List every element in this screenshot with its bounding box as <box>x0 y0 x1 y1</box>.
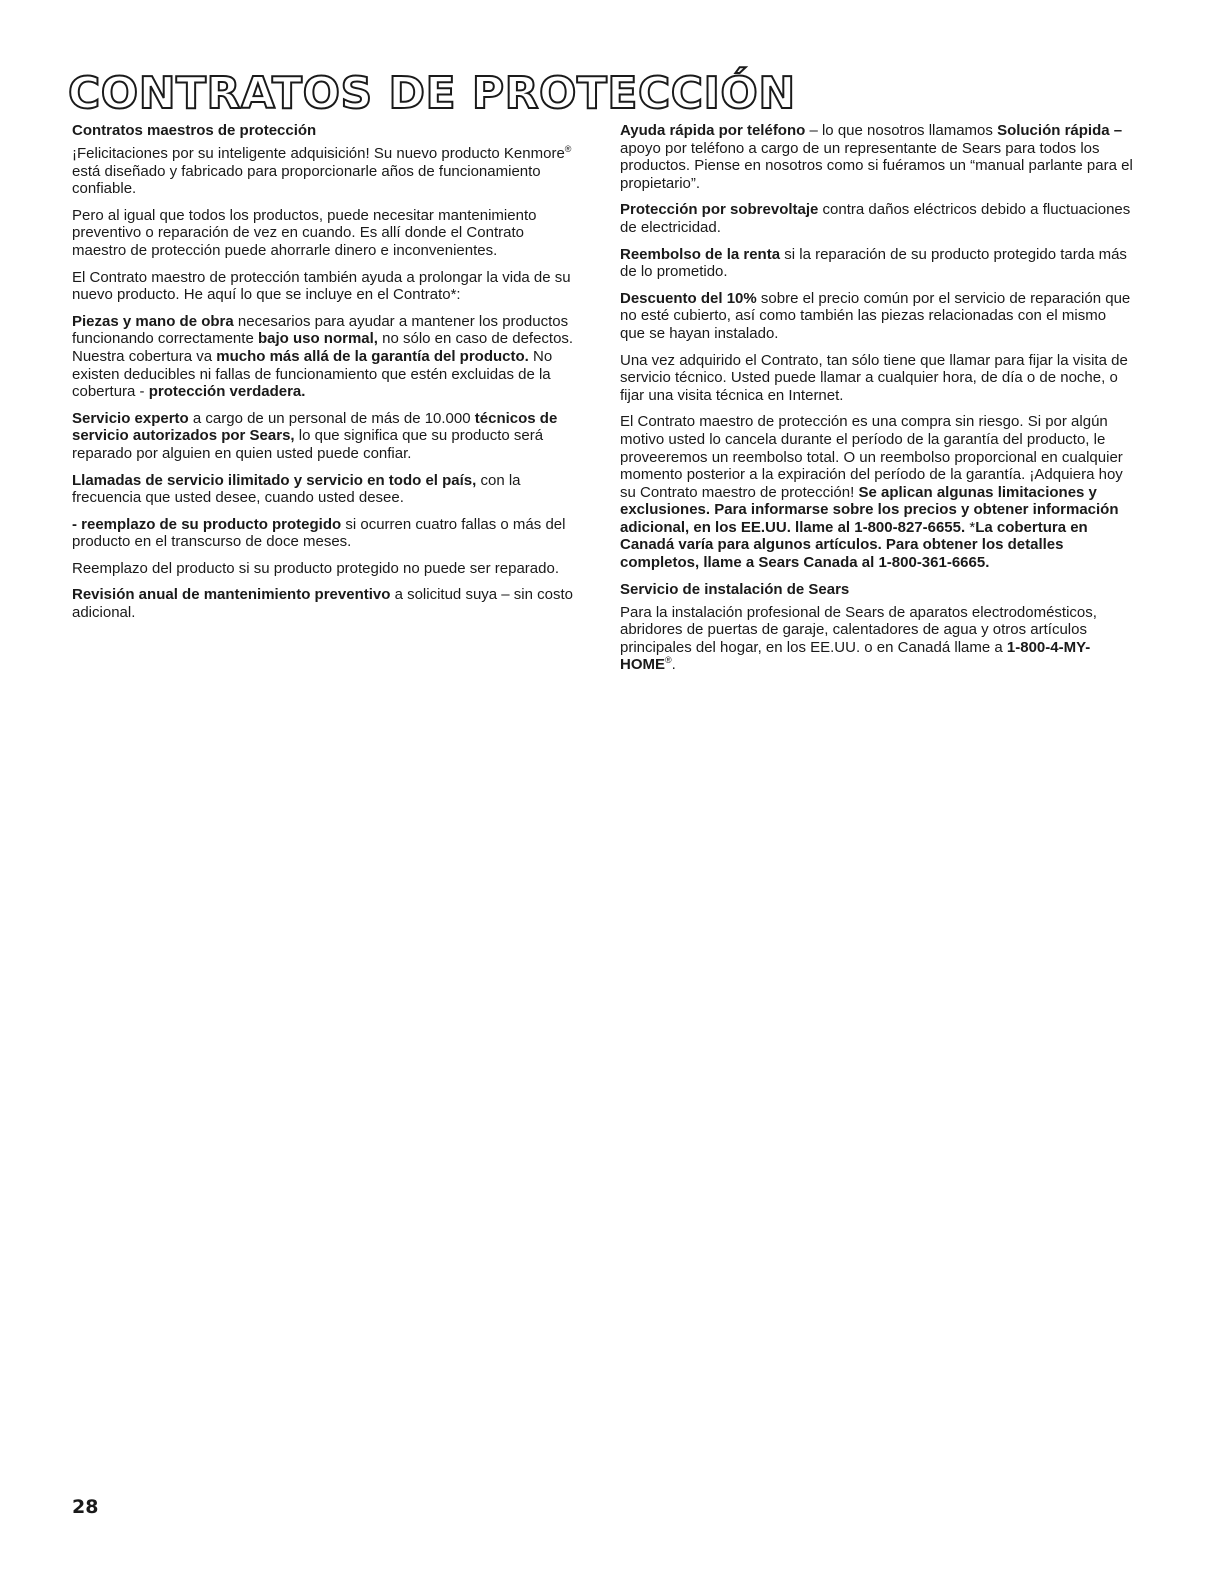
paragraph-discount <box>620 290 1134 343</box>
text: contra daños eléctricos debido a fluctuaciones de electricidad. <box>620 201 1131 236</box>
registered-mark: ® <box>564 144 572 154</box>
bold-text: La cobertura en Canadá varía para algunos artículos. Para obtener los detalles completos, llame a Sears Canada al 1-800-361-6665. <box>620 518 1088 572</box>
bold-text: 1-800-4-MY-HOME <box>620 638 1091 674</box>
bold-text: Revisión anual de mantenimiento preventivo <box>72 586 391 604</box>
section-heading-master-contracts: Contratos maestros de protección <box>72 122 317 139</box>
paragraph-risk-free <box>620 413 1134 571</box>
bold-text: mucho más allá de la garantía del producto. <box>216 347 529 365</box>
paragraph-annual-check <box>72 586 582 621</box>
bold-text: Se aplican algunas limitaciones y exclusiones. Para informarse sobre los precios y obtener información adicional, en los EE.UU. llame al 1-800-827-6655. <box>620 483 1119 536</box>
paragraph-expert-service <box>72 410 582 463</box>
text: . <box>671 656 676 674</box>
text: a cargo de un personal de más de 10.000 <box>188 409 475 427</box>
paragraph-scheduling: Una vez adquirido el Contrato, tan sólo tiene que llamar para fijar la visita de servicio técnico. Usted puede llamar a cualquier hora, de día o de noche, o fijar una visita técnica en Internet. <box>620 351 1128 404</box>
text: si la reparación de su producto protegido tarda más de lo prometido. <box>620 245 1127 281</box>
right-column <box>620 122 1134 683</box>
text: Para la instalación profesional de Sears de aparatos electrodomésticos, abridores de puertas de garaje, calentadores de agua y otros artículos principales del hogar, en los EE.UU. o en Canadá llame a <box>620 603 1097 656</box>
bold-text: Servicio experto <box>72 409 189 427</box>
bold-text: Reembolso de la renta <box>620 245 781 263</box>
bold-text: Solución rápida – <box>997 122 1123 139</box>
text: sobre el precio común por el servicio de reparación que no esté cubierto, así como también las piezas relacionadas con el mismo que se hayan instalado. <box>620 289 1131 342</box>
bold-text: Piezas y mano de obra <box>72 312 234 330</box>
text: a solicitud suya – sin costo adicional. <box>72 586 573 622</box>
paragraph-maintenance: Pero al igual que todos los productos, puede necesitar mantenimiento preventivo o reparación de vez en cuando. Es allí donde el Contrato maestro de protección puede ahorrarle dinero e inconvenientes. <box>72 206 537 259</box>
bold-text: Ayuda rápida por teléfono <box>620 122 806 139</box>
text: No existen deducibles ni fallas de funcionamiento que estén excluidas de la cobertura - <box>72 347 553 401</box>
paragraph-phone-help <box>620 122 1134 192</box>
text: con la frecuencia que usted desee, cuando usted desee. <box>72 471 521 507</box>
page-number: 28 <box>72 1496 99 1518</box>
bold-text: técnicos de servicio autorizados por Sears, <box>72 409 558 445</box>
paragraph-parts-labor <box>72 313 582 401</box>
bold-text: Protección por sobrevoltaje <box>620 201 819 219</box>
paragraph-unlimited-calls <box>72 472 582 507</box>
paragraph-congratulations <box>72 145 582 198</box>
paragraph-product-replacement <box>72 516 582 551</box>
left-column <box>72 122 582 631</box>
text: no sólo en caso de defectos. Nuestra cobertura va <box>72 330 574 365</box>
page-title: CONTRATOS DE PROTECCIÓN <box>68 68 796 119</box>
text: ¡Felicitaciones por su inteligente adquisición! Su nuevo producto Kenmore <box>72 145 565 162</box>
text: apoyo por teléfono a cargo de un representante de Sears para todos los productos. Piense en nosotros como si fuéramos un “manual parlante para el propietario”. <box>620 139 1133 192</box>
text: está diseñado y fabricado para proporcionarle años de funcionamiento confiable. <box>72 162 541 198</box>
text: El Contrato maestro de protección es una compra sin riesgo. Si por algún motivo usted lo cancela durante el período de la garantía del producto, le proveeremos un reembolso total. O un reembolso proporcional en cualquier momento posterior a la expiración del período de la garantía. ¡Adquiera hoy su Contrato maestro de protección! <box>620 413 1123 501</box>
section-heading-installation: Servicio de instalación de Sears <box>620 580 850 598</box>
text: necesarios para ayudar a mantener los productos funcionando correctamente <box>72 312 569 348</box>
paragraph-installation <box>620 604 1134 674</box>
bold-text: protección verdadera. <box>148 383 306 401</box>
bold-text: bajo uso normal, <box>257 330 378 348</box>
text: lo que significa que su producto será reparado por alguien en quien usted puede confiar. <box>72 427 544 462</box>
registered-mark: ® <box>665 655 672 666</box>
bold-text: - reemplazo de su producto protegido <box>72 515 342 533</box>
paragraph-replacement-unrepairable: Reemplazo del producto si su producto protegido no puede ser reparado. <box>72 559 559 577</box>
text: – lo que nosotros llamamos <box>805 122 998 139</box>
paragraph-surge-protection <box>620 201 1134 236</box>
paragraph-rental-refund <box>620 246 1134 281</box>
text: * <box>965 518 976 536</box>
text: si ocurren cuatro fallas o más del producto en el transcurso de doce meses. <box>72 515 566 551</box>
paragraph-contract-includes: El Contrato maestro de protección también ayuda a prolongar la vida de su nuevo producto. He aquí lo que se incluye en el Contrato*: <box>72 268 571 304</box>
bold-text: Llamadas de servicio ilimitado y servicio en todo el país, <box>72 471 477 489</box>
bold-text: Descuento del 10% <box>620 289 757 307</box>
